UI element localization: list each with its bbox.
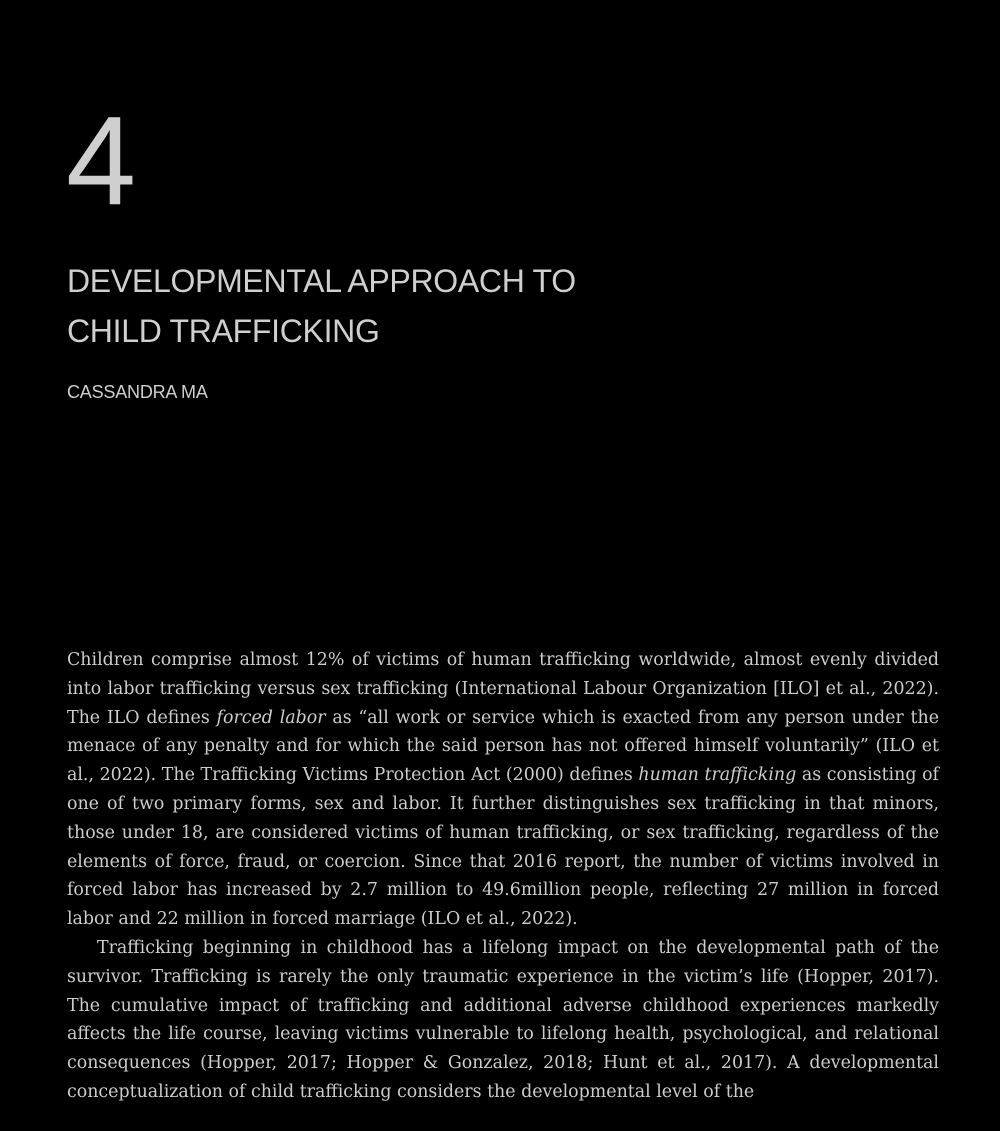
chapter-title-line-2: CHILD TRAFFICKING [67,313,380,349]
chapter-author: CASSANDRA MA [67,382,208,402]
chapter-title-line-1: DEVELOPMENTAL APPROACH TO [67,263,576,299]
paragraph-2: Trafficking beginning in childhood has a lifelong impact on the developmental path of the survivor. Trafficking is rarely the only traumatic experience in the victim’s life (Hopper, 2017). The cumulative impact of trafficking and additional adverse childhood experiences markedly affects the life course, leaving victims vulnerable to lifelong health, psychological, and relational consequences (Hopper, 2017; Hopper & Gonzalez, 2018; Hunt et al., 2017). A developmental conceptualization of child trafficking considers the developmental level of the [67,937,939,1102]
term-human-trafficking: human trafficking [638,765,797,786]
term-forced-labor: forced labor [216,707,326,728]
chapter-number: 4 [66,90,137,231]
chapter-title [67,256,576,356]
paragraph-1-text-a: Children comprise almost 12% of victims of human trafficking worldwide, almost evenly divided into labor trafficking versus sex trafficking (International Labour Organization [ILO] et al., 2022). The ILO defines [67,650,939,728]
paragraph-1-text-c: as consisting of one of two primary forms, sex and labor. It further distinguishes sex trafficking in that minors, those under 18, are considered victims of human trafficking, or sex trafficking, regardless of the elements of force, fraud, or coercion. Since that 2016 report, the number of victims involved in forced labor has increased by 2.7 million to 49.6million people, reflecting 27 million in forced labor and 22 million in forced marriage (ILO et al., 2022). [67,765,939,930]
paragraph-1-text-b: as “all work or service which is exacted from any person under the menace of any penalty and for which the said person has not offered himself voluntarily” (ILO et al., 2022). The Trafficking Victims Protection Act (2000) defines [67,707,940,786]
paragraph-1 [67,646,939,934]
chapter-body [67,646,939,1107]
